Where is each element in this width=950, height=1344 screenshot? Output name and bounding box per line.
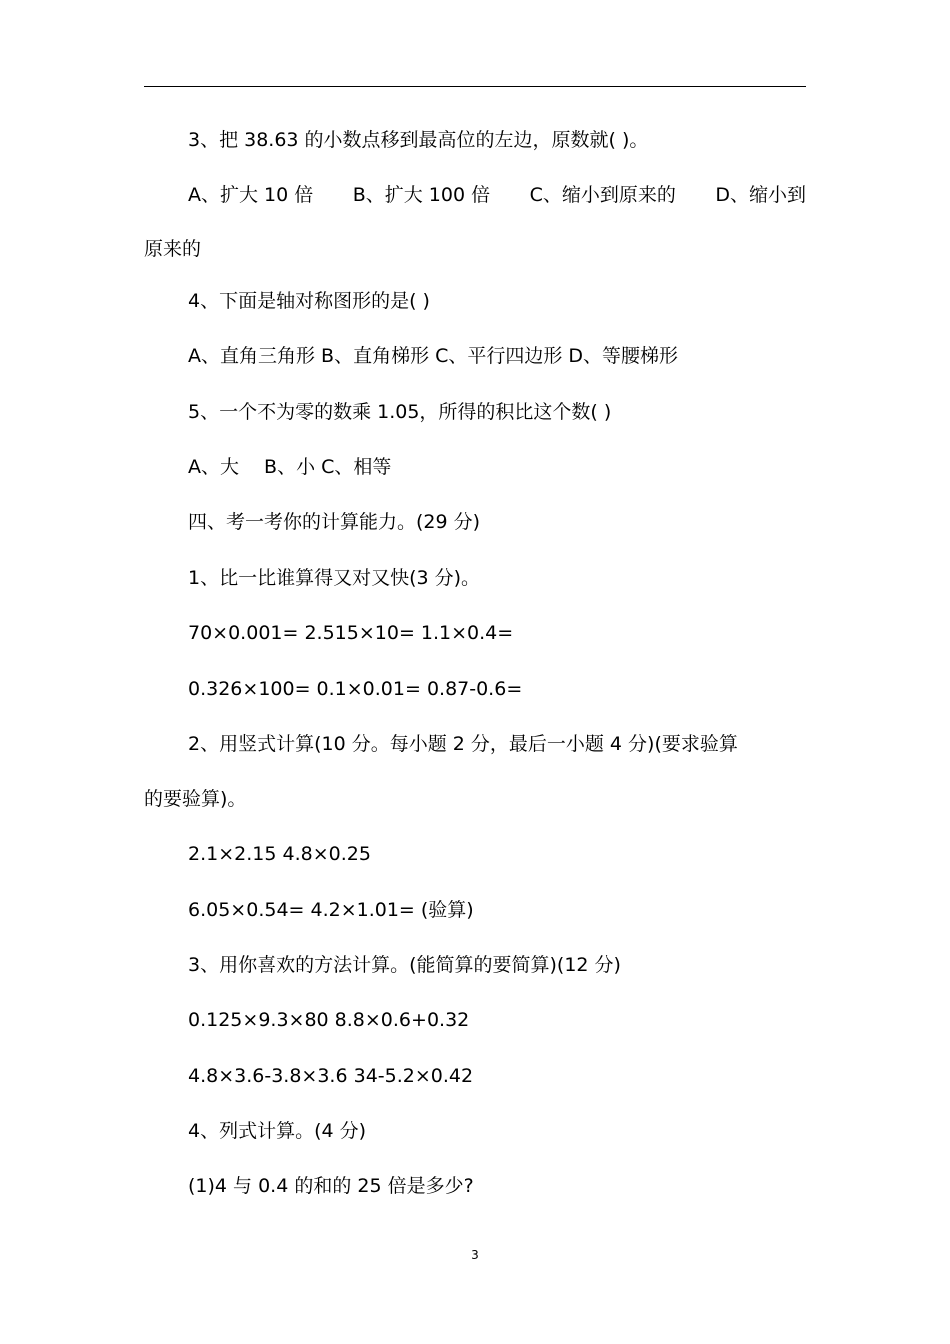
option-d: D、缩小到 [715,184,806,206]
question-4-options: A、直角三角形 B、直角梯形 C、平行四边形 D、等腰梯形 [188,345,679,367]
question-4: 4、下面是轴对称图形的是( ) [188,290,430,312]
question-3-options-continued: 原来的 [144,238,202,260]
option-c: C、缩小到原来的 [529,184,676,206]
calc-1-title: 1、比一比谁算得又对又快(3 分)。 [188,567,481,589]
page-number: 3 [471,1248,479,1262]
calc-4-title: 4、列式计算。(4 分) [188,1120,367,1142]
calc-2-title: 2、用竖式计算(10 分。每小题 2 分，最后一小题 4 分)(要求验算 [188,733,738,755]
calc-2-row-2: 6.05×0.54= 4.2×1.01= (验算) [188,899,474,921]
calc-1-row-1: 70×0.001= 2.515×10= 1.1×0.4= [188,622,514,644]
option-b: B、扩大 100 倍 [352,184,491,206]
calc-2-row-1: 2.1×2.15 4.8×0.25 [188,843,371,865]
section-4-heading: 四、考一考你的计算能力。(29 分) [188,511,481,533]
calc-3-title: 3、用你喜欢的方法计算。(能简算的要简算)(12 分) [188,954,621,976]
calc-2-title-continued: 的要验算)。 [144,788,247,810]
question-3: 3、把 38.63 的小数点移到最高位的左边，原数就( )。 [188,129,649,151]
question-5-options: A、大 B、小 C、相等 [188,456,392,478]
question-5: 5、一个不为零的数乘 1.05，所得的积比这个数( ) [188,401,612,423]
question-3-options [144,181,806,209]
option-a: A、扩大 10 倍 [188,184,314,206]
calc-1-row-2: 0.326×100= 0.1×0.01= 0.87-0.6= [188,678,523,700]
calc-3-row-1: 0.125×9.3×80 8.8×0.6+0.32 [188,1009,470,1031]
calc-3-row-2: 4.8×3.6-3.8×3.6 34-5.2×0.42 [188,1065,474,1087]
header-rule [144,86,806,87]
calc-4-item-1: (1)4 与 0.4 的和的 25 倍是多少? [188,1175,474,1197]
